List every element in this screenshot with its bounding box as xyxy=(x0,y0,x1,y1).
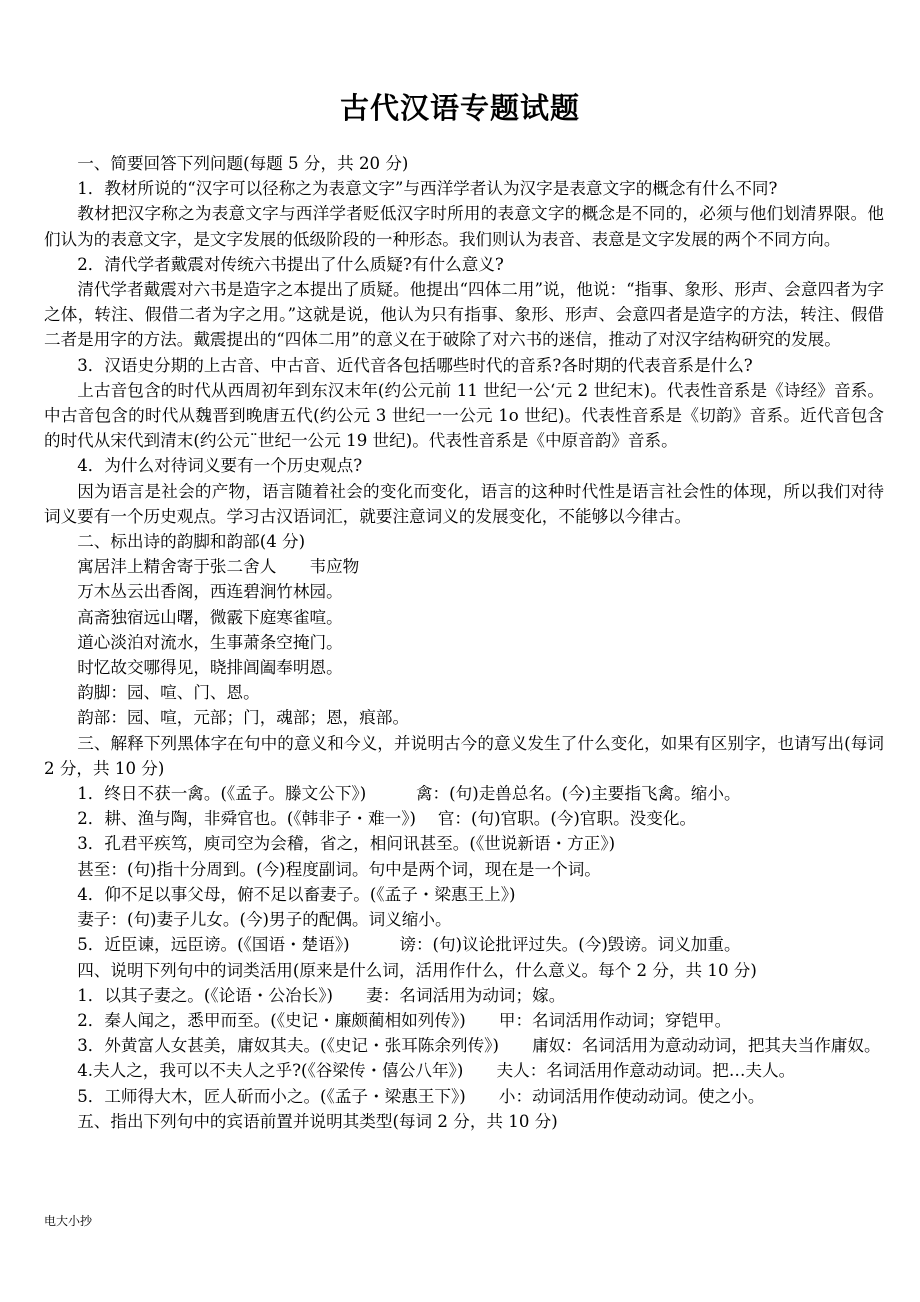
item-4-2: 2．秦人闻之，悉甲而至。(《史记・廉颇蔺相如列传》) 甲：名词活用作动词；穿铠甲。 xyxy=(77,1010,732,1030)
rhyme-feet: 韵脚：园、喧、门、恩。 xyxy=(77,683,260,703)
item-3-3-answer: 甚至：(句)指十分周到。(今)程度副词。句中是两个词，现在是一个词。 xyxy=(77,859,601,879)
page-footer: 电大小抄 xyxy=(44,1214,93,1228)
poem-line: 万木丛云出香阁，西连碧涧竹林园。 xyxy=(77,582,343,602)
question-4: 4．为什么对待词义要有一个历史观点? xyxy=(77,456,363,476)
question-1: 1．教材所说的“汉字可以径称之为表意文字”与西洋学者认为汉字是表意文字的概念有什么不同? xyxy=(77,179,778,199)
document-title: 古代汉语专题试题 xyxy=(339,91,580,125)
poem-line: 道心淡泊对流水，生事萧条空掩门。 xyxy=(77,632,343,652)
item-4-1: 1．以其子妻之。(《论语・公冶长》) 妻：名词活用为动词；嫁。 xyxy=(77,985,566,1005)
question-2: 2．清代学者戴震对传统六书提出了什么质疑?有什么意义? xyxy=(77,254,504,274)
answer-3: 上古音包含的时代从西周初年到东汉末年(约公元前 11 世纪一公‘元 2 世纪末)。代表性音系是《诗经》音系。中古音包含的时代从魏晋到晚唐五代(约公元 3 世纪一一公元 1o 世纪)。代表性音系是《切韵》音系。近代音包含的时代从宋代到清末(约公元¨世纪一公元 19 世纪)。代表性音系是《中原音韵》音系。 xyxy=(44,380,884,451)
item-3-2: 2．耕、渔与陶，非舜官也。(《韩非子・难一》) 官：(句)官职。(今)官职。没变化。 xyxy=(77,809,697,829)
rhyme-groups: 韵部：园、喧，元部；门，魂部；恩，痕部。 xyxy=(77,708,410,728)
item-3-4: 4．仰不足以事父母，俯不足以畜妻子。(《孟子・梁惠王上》) xyxy=(77,884,516,904)
poem-line: 时忆故交哪得见，晓排阊阖奉明恩。 xyxy=(77,658,343,678)
poem-line: 高斋独宿远山曙，微霰下庭寒雀喧。 xyxy=(77,607,343,627)
item-3-1: 1．终日不获一禽。(《孟子。滕文公下》) 禽：(句)走兽总名。(今)主要指飞禽。缩小。 xyxy=(77,784,741,804)
item-3-4-answer: 妻子：(句)妻子儿女。(今)男子的配偶。词义缩小。 xyxy=(77,910,452,930)
item-3-5: 5．近臣谏，远臣谤。(《国语・楚语》) 谤：(句)议论批评过失。(今)毁谤。词义加重。 xyxy=(77,935,741,955)
poem-title: 寓居沣上精舍寄于张二舍人 韦应物 xyxy=(77,557,360,577)
section-heading-3: 三、解释下列黑体字在句中的意义和今义，并说明古今的意义发生了什么变化，如果有区别字，也请写出(每词 2 分，共 10 分) xyxy=(44,733,884,778)
question-3: 3．汉语史分期的上古音、中古音、近代音各包括哪些时代的音系?各时期的代表音系是什么? xyxy=(77,355,753,375)
answer-2: 清代学者戴震对六书是造字之本提出了质疑。他提出“四体二用”说，他说：“指事、象形、形声、会意四者为字之体，转注、假借二者为字之用。”这就是说，他认为只有指事、象形、形声、会意四者是造字的方法，转注、假借二者是用字的方法。戴震提出的“四体二用”的意义在于破除了对六书的迷信，推动了对汉字结构研究的发展。 xyxy=(44,280,884,350)
item-3-3: 3．孔君平疾笃，庾司空为会稽，省之，相问讯甚至。(《世说新语・方正》) xyxy=(77,834,616,854)
answer-4: 因为语言是社会的产物，语言随着社会的变化而变化，语言的这种时代性是语言社会性的体现，所以我们对待词义要有一个历史观点。学习古汉语词汇，就要注意词义的发展变化，不能够以今律古。 xyxy=(44,481,884,526)
answer-1: 教材把汉字称之为表意文字与西洋学者贬低汉字时所用的表意文字的概念是不同的，必须与他们划清界限。他们认为的表意文字，是文字发展的低级阶段的一种形态。我们则认为表音、表意是文字发展的两个不同方向。 xyxy=(44,204,884,249)
item-4-4: 4.夫人之，我可以不夫人之乎?(《谷梁传・僖公八年》) 夫人：名词活用作意动动词。把…夫人。 xyxy=(77,1061,796,1081)
section-heading-2: 二、标出诗的韵脚和韵部(4 分) xyxy=(77,532,306,552)
item-4-3: 3．外黄富人女甚美，庸奴其夫。(《史记・张耳陈余列传》) 庸奴：名词活用为意动动词，把其夫当作庸奴。 xyxy=(77,1036,881,1056)
section-heading-5: 五、指出下列句中的宾语前置并说明其类型(每词 2 分，共 10 分) xyxy=(77,1111,558,1131)
section-heading-4: 四、说明下列句中的词类活用(原来是什么词，活用作什么，什么意义。每个 2 分，共 10 分) xyxy=(77,960,757,980)
item-4-5: 5．工师得大木，匠人斫而小之。(《孟子・梁惠王下》) 小：动词活用作使动动词。使之小。 xyxy=(77,1086,765,1106)
section-heading-1: 一、简要回答下列问题(每题 5 分，共 20 分) xyxy=(77,154,409,173)
document-body xyxy=(44,151,884,1134)
